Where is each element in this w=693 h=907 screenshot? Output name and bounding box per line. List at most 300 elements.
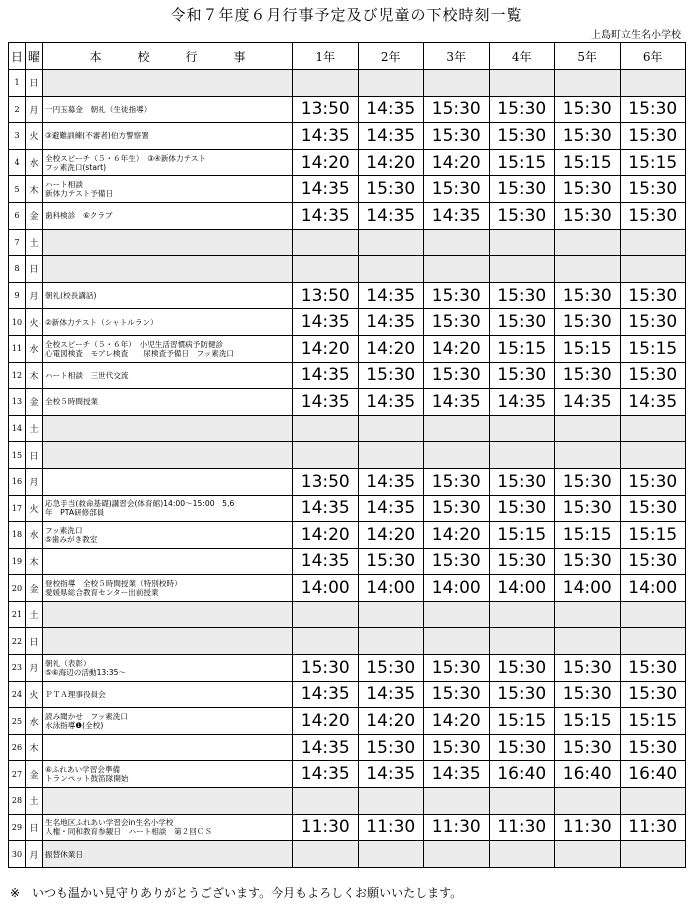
- table-row: [9, 256, 686, 283]
- dismissal-time-cell: 15:30: [489, 495, 555, 522]
- dismissal-time-cell: [489, 601, 555, 628]
- table-row: [9, 229, 686, 256]
- weekday-cell: 土: [26, 229, 43, 256]
- dismissal-time-cell: [489, 628, 555, 655]
- dismissal-time-cell: 14:20: [358, 708, 424, 735]
- day-cell: 5: [9, 176, 26, 203]
- dismissal-time-cell: [424, 628, 490, 655]
- dismissal-time-cell: 11:30: [555, 814, 621, 841]
- event-cell: [43, 788, 293, 815]
- dismissal-time-cell: 15:30: [358, 176, 424, 203]
- table-row: [9, 123, 686, 150]
- day-cell: 3: [9, 123, 26, 150]
- dismissal-time-cell: 14:35: [620, 389, 686, 416]
- dismissal-time-cell: 15:30: [424, 655, 490, 682]
- dismissal-time-cell: 15:30: [424, 681, 490, 708]
- dismissal-time-cell: [293, 415, 359, 442]
- dismissal-time-cell: 15:30: [555, 123, 621, 150]
- table-row: [9, 362, 686, 389]
- header-weekday: 曜: [26, 43, 43, 70]
- table-row: [9, 681, 686, 708]
- day-cell: 11: [9, 335, 26, 362]
- weekday-cell: 月: [26, 468, 43, 495]
- weekday-cell: 水: [26, 335, 43, 362]
- dismissal-time-cell: 14:00: [293, 575, 359, 602]
- event-cell: フッ素洗口 ⑤歯みがき教室: [43, 522, 293, 549]
- header-grade-6: 6年: [620, 43, 686, 70]
- header-grade-4: 4年: [489, 43, 555, 70]
- dismissal-time-cell: 15:30: [489, 468, 555, 495]
- dismissal-time-cell: 15:30: [555, 309, 621, 336]
- dismissal-time-cell: 11:30: [424, 814, 490, 841]
- event-cell: [43, 256, 293, 283]
- weekday-cell: 火: [26, 309, 43, 336]
- dismissal-time-cell: 15:30: [424, 309, 490, 336]
- table-row: [9, 841, 686, 868]
- dismissal-time-cell: 15:15: [620, 708, 686, 735]
- day-cell: 26: [9, 734, 26, 761]
- event-cell: 全校スピーチ（５・６年生） ③④新体力テスト フッ素洗口(start): [43, 149, 293, 176]
- day-cell: 10: [9, 309, 26, 336]
- event-cell: [43, 468, 293, 495]
- dismissal-time-cell: 14:35: [358, 96, 424, 123]
- dismissal-time-cell: 14:20: [424, 149, 490, 176]
- event-cell: ③避難訓練(不審者)伯方警察署: [43, 123, 293, 150]
- event-cell: 読み聞かせ フッ素洗口 水泳指導❶(全校): [43, 708, 293, 735]
- weekday-cell: 日: [26, 814, 43, 841]
- dismissal-time-cell: [489, 788, 555, 815]
- day-cell: 1: [9, 70, 26, 97]
- schedule-table: [8, 42, 686, 868]
- dismissal-time-cell: 11:30: [293, 814, 359, 841]
- dismissal-time-cell: [620, 415, 686, 442]
- day-cell: 17: [9, 495, 26, 522]
- weekday-cell: 月: [26, 655, 43, 682]
- dismissal-time-cell: 15:30: [489, 282, 555, 309]
- dismissal-time-cell: [620, 70, 686, 97]
- dismissal-time-cell: 15:30: [293, 655, 359, 682]
- table-row: [9, 309, 686, 336]
- dismissal-time-cell: 15:30: [489, 309, 555, 336]
- day-cell: 4: [9, 149, 26, 176]
- dismissal-time-cell: 15:30: [620, 681, 686, 708]
- dismissal-time-cell: 14:20: [358, 522, 424, 549]
- dismissal-time-cell: 15:30: [489, 548, 555, 575]
- dismissal-time-cell: 15:15: [555, 708, 621, 735]
- dismissal-time-cell: [620, 256, 686, 283]
- event-cell: ②新体力テスト（シャトルラン）: [43, 309, 293, 336]
- dismissal-time-cell: [555, 442, 621, 469]
- weekday-cell: 火: [26, 495, 43, 522]
- day-cell: 7: [9, 229, 26, 256]
- day-cell: 19: [9, 548, 26, 575]
- event-cell: 朝礼（表彰） ⑤⑥海辺の活動13:35～: [43, 655, 293, 682]
- dismissal-time-cell: [293, 256, 359, 283]
- dismissal-time-cell: [489, 841, 555, 868]
- dismissal-time-cell: 15:30: [620, 362, 686, 389]
- table-row: [9, 96, 686, 123]
- event-cell: 振替休業日: [43, 841, 293, 868]
- weekday-cell: 火: [26, 681, 43, 708]
- day-cell: 27: [9, 761, 26, 788]
- table-row: [9, 628, 686, 655]
- dismissal-time-cell: 15:30: [620, 655, 686, 682]
- weekday-cell: 土: [26, 415, 43, 442]
- dismissal-time-cell: 15:15: [620, 522, 686, 549]
- dismissal-time-cell: 15:30: [620, 96, 686, 123]
- dismissal-time-cell: 14:20: [293, 522, 359, 549]
- day-cell: 21: [9, 601, 26, 628]
- event-cell: [43, 734, 293, 761]
- dismissal-time-cell: 15:30: [555, 681, 621, 708]
- dismissal-time-cell: [293, 229, 359, 256]
- dismissal-time-cell: [358, 256, 424, 283]
- dismissal-time-cell: 14:20: [358, 149, 424, 176]
- table-row: [9, 442, 686, 469]
- dismissal-time-cell: 15:30: [424, 734, 490, 761]
- dismissal-time-cell: 15:30: [555, 362, 621, 389]
- dismissal-time-cell: 14:35: [358, 389, 424, 416]
- dismissal-time-cell: 15:30: [620, 282, 686, 309]
- dismissal-time-cell: 15:15: [555, 335, 621, 362]
- day-cell: 25: [9, 708, 26, 735]
- dismissal-time-cell: [424, 841, 490, 868]
- dismissal-time-cell: 14:20: [424, 708, 490, 735]
- dismissal-time-cell: 15:15: [489, 149, 555, 176]
- table-row: [9, 522, 686, 549]
- dismissal-time-cell: 14:00: [555, 575, 621, 602]
- dismissal-time-cell: 15:30: [424, 96, 490, 123]
- dismissal-time-cell: [555, 601, 621, 628]
- event-cell: 全校スピーチ（５・６年） 小児生活習慣病予防健診 心電図検査 モアレ検査 尿検査予備日 フッ素洗口: [43, 335, 293, 362]
- dismissal-time-cell: 11:30: [489, 814, 555, 841]
- dismissal-time-cell: [293, 788, 359, 815]
- dismissal-time-cell: 15:30: [358, 548, 424, 575]
- dismissal-time-cell: 14:20: [293, 708, 359, 735]
- table-row: [9, 389, 686, 416]
- dismissal-time-cell: [293, 841, 359, 868]
- weekday-cell: 金: [26, 761, 43, 788]
- event-cell: [43, 628, 293, 655]
- dismissal-time-cell: 15:30: [620, 309, 686, 336]
- dismissal-time-cell: [620, 442, 686, 469]
- dismissal-time-cell: [358, 415, 424, 442]
- event-cell: [43, 415, 293, 442]
- table-row: [9, 149, 686, 176]
- table-row: [9, 415, 686, 442]
- dismissal-time-cell: 15:30: [620, 123, 686, 150]
- dismissal-time-cell: 14:35: [293, 362, 359, 389]
- dismissal-time-cell: [293, 442, 359, 469]
- weekday-cell: 金: [26, 575, 43, 602]
- dismissal-time-cell: 14:35: [293, 309, 359, 336]
- dismissal-time-cell: [293, 70, 359, 97]
- dismissal-time-cell: [293, 628, 359, 655]
- event-cell: [43, 548, 293, 575]
- dismissal-time-cell: 14:35: [358, 202, 424, 229]
- dismissal-time-cell: 14:35: [293, 761, 359, 788]
- dismissal-time-cell: 14:35: [424, 202, 490, 229]
- event-cell: [43, 70, 293, 97]
- weekday-cell: 月: [26, 282, 43, 309]
- weekday-cell: 日: [26, 70, 43, 97]
- event-cell: 歯科検診 ⑥クラブ: [43, 202, 293, 229]
- day-cell: 13: [9, 389, 26, 416]
- dismissal-time-cell: [620, 628, 686, 655]
- footer-note: ※ いつも温かい見守りありがとうございます。今月もよろしくお願いいたします。: [10, 886, 463, 900]
- dismissal-time-cell: 14:35: [293, 202, 359, 229]
- dismissal-time-cell: 15:30: [620, 202, 686, 229]
- dismissal-time-cell: 14:35: [293, 734, 359, 761]
- header-grade-1: 1年: [293, 43, 359, 70]
- table-row: [9, 70, 686, 97]
- dismissal-time-cell: 15:30: [620, 176, 686, 203]
- table-row: [9, 788, 686, 815]
- dismissal-time-cell: 14:35: [358, 123, 424, 150]
- table-row: [9, 202, 686, 229]
- dismissal-time-cell: 15:15: [489, 522, 555, 549]
- table-row: [9, 176, 686, 203]
- dismissal-time-cell: 14:35: [358, 309, 424, 336]
- dismissal-time-cell: 14:35: [293, 548, 359, 575]
- dismissal-time-cell: 15:30: [358, 734, 424, 761]
- table-row: [9, 335, 686, 362]
- day-cell: 29: [9, 814, 26, 841]
- event-cell: [43, 442, 293, 469]
- dismissal-time-cell: 15:30: [489, 202, 555, 229]
- event-cell: [43, 601, 293, 628]
- dismissal-time-cell: 14:35: [424, 761, 490, 788]
- weekday-cell: 日: [26, 628, 43, 655]
- dismissal-time-cell: [424, 442, 490, 469]
- dismissal-time-cell: 14:35: [358, 681, 424, 708]
- header-grade-2: 2年: [358, 43, 424, 70]
- dismissal-time-cell: [620, 841, 686, 868]
- event-cell: ＰＴＡ理事役員会: [43, 681, 293, 708]
- table-row: [9, 495, 686, 522]
- day-cell: 8: [9, 256, 26, 283]
- table-row: [9, 655, 686, 682]
- dismissal-time-cell: [358, 788, 424, 815]
- day-cell: 6: [9, 202, 26, 229]
- weekday-cell: 金: [26, 202, 43, 229]
- day-cell: 22: [9, 628, 26, 655]
- weekday-cell: 日: [26, 442, 43, 469]
- dismissal-time-cell: [555, 628, 621, 655]
- day-cell: 23: [9, 655, 26, 682]
- event-cell: 朝礼(校長講話): [43, 282, 293, 309]
- dismissal-time-cell: 14:35: [293, 681, 359, 708]
- dismissal-time-cell: [489, 256, 555, 283]
- dismissal-time-cell: 15:15: [555, 522, 621, 549]
- table-row: [9, 814, 686, 841]
- dismissal-time-cell: 15:30: [424, 362, 490, 389]
- header-grade-5: 5年: [555, 43, 621, 70]
- dismissal-time-cell: 15:30: [424, 548, 490, 575]
- event-cell: 登校指導 全校５時間授業（特別校時） 愛媛県総合教育センター出前授業: [43, 575, 293, 602]
- dismissal-time-cell: 15:30: [555, 96, 621, 123]
- dismissal-time-cell: 16:40: [489, 761, 555, 788]
- weekday-cell: 月: [26, 96, 43, 123]
- weekday-cell: 木: [26, 548, 43, 575]
- table-row: [9, 761, 686, 788]
- day-cell: 30: [9, 841, 26, 868]
- day-cell: 18: [9, 522, 26, 549]
- event-cell: 一円玉募金 朝礼（生徒指導）: [43, 96, 293, 123]
- day-cell: 24: [9, 681, 26, 708]
- dismissal-time-cell: 14:20: [358, 335, 424, 362]
- table-row: [9, 734, 686, 761]
- dismissal-time-cell: 15:30: [424, 282, 490, 309]
- dismissal-time-cell: 14:35: [293, 495, 359, 522]
- dismissal-time-cell: [358, 601, 424, 628]
- dismissal-time-cell: [555, 70, 621, 97]
- dismissal-time-cell: 14:35: [293, 123, 359, 150]
- dismissal-time-cell: 14:35: [555, 389, 621, 416]
- dismissal-time-cell: 14:35: [489, 389, 555, 416]
- dismissal-time-cell: 14:00: [358, 575, 424, 602]
- dismissal-time-cell: [555, 841, 621, 868]
- dismissal-time-cell: 15:30: [489, 176, 555, 203]
- day-cell: 12: [9, 362, 26, 389]
- dismissal-time-cell: [293, 601, 359, 628]
- dismissal-time-cell: 15:30: [620, 548, 686, 575]
- dismissal-time-cell: [424, 788, 490, 815]
- dismissal-time-cell: [424, 256, 490, 283]
- dismissal-time-cell: [555, 788, 621, 815]
- dismissal-time-cell: 14:20: [424, 522, 490, 549]
- event-cell: 応急手当(救命基礎)講習会(体育館)14:00～15:00 5,6 年 PTA研修部員: [43, 495, 293, 522]
- weekday-cell: 水: [26, 149, 43, 176]
- event-cell: ハート相談 新体力テスト予備日: [43, 176, 293, 203]
- dismissal-time-cell: 14:00: [424, 575, 490, 602]
- dismissal-time-cell: 16:40: [555, 761, 621, 788]
- header-day: 日: [9, 43, 26, 70]
- dismissal-time-cell: 14:20: [293, 149, 359, 176]
- day-cell: 2: [9, 96, 26, 123]
- weekday-cell: 木: [26, 734, 43, 761]
- dismissal-time-cell: 14:20: [293, 335, 359, 362]
- dismissal-time-cell: 15:30: [489, 123, 555, 150]
- dismissal-time-cell: 15:15: [620, 149, 686, 176]
- dismissal-time-cell: 15:30: [358, 362, 424, 389]
- table-row: [9, 708, 686, 735]
- day-cell: 15: [9, 442, 26, 469]
- dismissal-time-cell: 15:30: [489, 681, 555, 708]
- dismissal-time-cell: 15:30: [424, 468, 490, 495]
- dismissal-time-cell: 15:30: [489, 362, 555, 389]
- weekday-cell: 土: [26, 788, 43, 815]
- dismissal-time-cell: 15:30: [489, 734, 555, 761]
- page-title: 令和７年度６月行事予定及び児童の下校時刻一覧: [170, 6, 523, 24]
- dismissal-time-cell: 13:50: [293, 468, 359, 495]
- dismissal-time-cell: 15:30: [555, 176, 621, 203]
- table-row: [9, 601, 686, 628]
- dismissal-time-cell: 15:30: [555, 655, 621, 682]
- dismissal-time-cell: 14:35: [358, 495, 424, 522]
- dismissal-time-cell: 14:00: [620, 575, 686, 602]
- dismissal-time-cell: 15:30: [620, 468, 686, 495]
- day-cell: 20: [9, 575, 26, 602]
- weekday-cell: 木: [26, 362, 43, 389]
- dismissal-time-cell: 15:30: [424, 176, 490, 203]
- school-name: 上島町立生名小学校: [591, 30, 681, 41]
- dismissal-time-cell: 15:15: [620, 335, 686, 362]
- table-row: [9, 575, 686, 602]
- dismissal-time-cell: [620, 601, 686, 628]
- dismissal-time-cell: 13:50: [293, 96, 359, 123]
- dismissal-time-cell: 13:50: [293, 282, 359, 309]
- dismissal-time-cell: [424, 70, 490, 97]
- dismissal-time-cell: 15:30: [555, 202, 621, 229]
- weekday-cell: 火: [26, 123, 43, 150]
- dismissal-time-cell: 14:35: [424, 389, 490, 416]
- table-row: [9, 282, 686, 309]
- dismissal-time-cell: [358, 841, 424, 868]
- dismissal-time-cell: 15:30: [620, 495, 686, 522]
- weekday-cell: 月: [26, 841, 43, 868]
- day-cell: 9: [9, 282, 26, 309]
- header-event: 本 校 行 事: [43, 43, 293, 70]
- day-cell: 14: [9, 415, 26, 442]
- event-cell: 生名地区ふれあい学習会in生名小学校 人権・同和教育参観日 ハート相談 第２回ＣＳ: [43, 814, 293, 841]
- weekday-cell: 木: [26, 176, 43, 203]
- dismissal-time-cell: 15:15: [489, 335, 555, 362]
- dismissal-time-cell: 14:35: [293, 176, 359, 203]
- header-row: [9, 43, 686, 70]
- dismissal-time-cell: 15:30: [424, 495, 490, 522]
- dismissal-time-cell: 14:35: [358, 761, 424, 788]
- event-cell: [43, 229, 293, 256]
- day-cell: 16: [9, 468, 26, 495]
- dismissal-time-cell: 15:30: [555, 548, 621, 575]
- event-cell: 全校５時間授業: [43, 389, 293, 416]
- dismissal-time-cell: 15:30: [620, 734, 686, 761]
- event-cell: ⑥ふれあい学習会準備 トランペット鼓笛隊開始: [43, 761, 293, 788]
- dismissal-time-cell: [489, 415, 555, 442]
- dismissal-time-cell: [555, 256, 621, 283]
- dismissal-time-cell: 11:30: [620, 814, 686, 841]
- table-row: [9, 468, 686, 495]
- event-cell: ハート相談 三世代交流: [43, 362, 293, 389]
- dismissal-time-cell: [489, 442, 555, 469]
- dismissal-time-cell: [489, 229, 555, 256]
- dismissal-time-cell: 14:20: [424, 335, 490, 362]
- dismissal-time-cell: [424, 601, 490, 628]
- dismissal-time-cell: 15:15: [555, 149, 621, 176]
- dismissal-time-cell: 15:30: [555, 495, 621, 522]
- dismissal-time-cell: [620, 229, 686, 256]
- weekday-cell: 金: [26, 389, 43, 416]
- dismissal-time-cell: 15:30: [555, 468, 621, 495]
- header-grade-3: 3年: [424, 43, 490, 70]
- dismissal-time-cell: [555, 229, 621, 256]
- dismissal-time-cell: 15:30: [489, 96, 555, 123]
- dismissal-time-cell: 15:30: [489, 655, 555, 682]
- table-row: [9, 548, 686, 575]
- dismissal-time-cell: [358, 70, 424, 97]
- dismissal-time-cell: 14:35: [358, 282, 424, 309]
- dismissal-time-cell: 15:15: [489, 708, 555, 735]
- dismissal-time-cell: [424, 415, 490, 442]
- dismissal-time-cell: [358, 628, 424, 655]
- dismissal-time-cell: [358, 442, 424, 469]
- weekday-cell: 水: [26, 708, 43, 735]
- dismissal-time-cell: 14:35: [358, 468, 424, 495]
- dismissal-time-cell: [358, 229, 424, 256]
- dismissal-time-cell: [489, 70, 555, 97]
- dismissal-time-cell: 16:40: [620, 761, 686, 788]
